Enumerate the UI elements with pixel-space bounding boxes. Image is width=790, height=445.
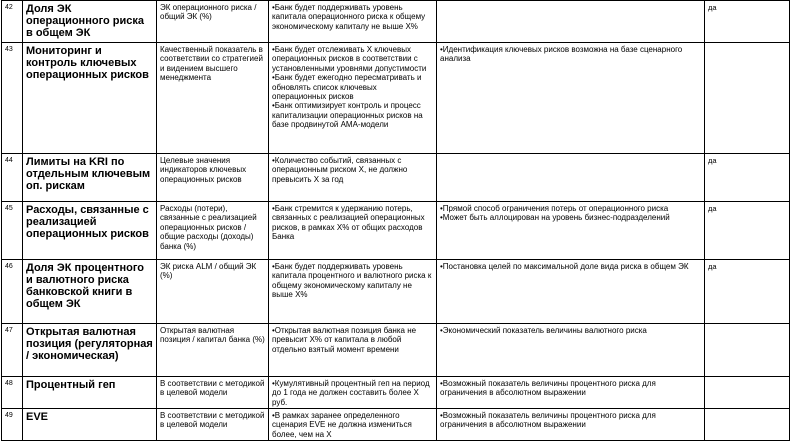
indicator-name: EVE	[23, 409, 157, 441]
indicator-notes	[437, 377, 705, 409]
statement: •Банк оптимизирует контроль и процесс капитализации операционных рисков на базе продвинутой АМА-модели	[272, 101, 423, 130]
indicator-statements	[269, 1, 437, 43]
indicator-name: Лимиты на KRI по отдельным ключевым оп. рискам	[23, 154, 157, 202]
indicator-statements	[269, 154, 437, 202]
table-row	[2, 324, 790, 377]
statement: •Банк будет поддерживать уровень капитала операционного риска к общему экономическому капиталу не выше Х%	[272, 3, 426, 31]
indicator-flag: да	[705, 1, 790, 43]
statement: •Открытая валютная позиция банка не превысит Х% от капитала в любой отдельно взятый момент времени	[272, 326, 417, 354]
indicator-notes	[437, 154, 705, 202]
indicator-flag: да	[705, 260, 790, 324]
note: •Возможный показатель величины процентного риска для ограничения в абсолютном выражении	[440, 379, 656, 398]
table-row	[2, 43, 790, 154]
indicator-metric: Целевые значения индикаторов ключевых операционных рисков	[157, 154, 269, 202]
statement: •В рамках заранее определенного сценария EVE не должна измениться более, чем на Х	[272, 411, 412, 439]
indicator-statements	[269, 377, 437, 409]
note: •Идентификация ключевых рисков возможна на базе сценарного анализа	[440, 45, 683, 64]
indicator-name: Мониторинг и контроль ключевых операционных рисков	[23, 43, 157, 154]
indicator-metric: ЭК риска ALM / общий ЭК (%)	[157, 260, 269, 324]
row-number: 42	[2, 1, 23, 43]
indicator-notes	[437, 202, 705, 260]
row-number: 49	[2, 409, 23, 441]
row-number: 46	[2, 260, 23, 324]
risk-limits-table	[1, 0, 790, 441]
indicator-flag: да	[705, 154, 790, 202]
indicator-metric: ЭК операционного риска / общий ЭК (%)	[157, 1, 269, 43]
indicator-statements	[269, 202, 437, 260]
indicator-notes	[437, 1, 705, 43]
indicator-statements	[269, 43, 437, 154]
table-row	[2, 409, 790, 441]
note: •Постановка целей по максимальной доле вида риска в общем ЭК	[440, 262, 689, 271]
note: •Экономический показатель величины валютного риска	[440, 326, 647, 335]
indicator-flag: да	[705, 202, 790, 260]
indicator-notes	[437, 324, 705, 377]
indicator-metric: В соответствии с методикой в целевой модели	[157, 377, 269, 409]
note: •Возможный показатель величины процентного риска для ограничения в абсолютном выражении	[440, 411, 656, 430]
row-number: 47	[2, 324, 23, 377]
statement: •Банк будет отслеживать Х ключевых операционных рисков в соответствии с установленными уровнями допустимости	[272, 45, 427, 73]
statement: •Количество событий, связанных с операционным риском Х, не должно превысить Х за год	[272, 156, 408, 184]
row-number: 44	[2, 154, 23, 202]
statement: •Кумулятивный процентный геп на период до 1 года не должен составить более Х руб.	[272, 379, 430, 407]
indicator-name: Процентный геп	[23, 377, 157, 409]
indicator-notes	[437, 43, 705, 154]
indicator-flag	[705, 43, 790, 154]
table-row	[2, 202, 790, 260]
indicator-name: Расходы, связанные с реализацией операционных рисков	[23, 202, 157, 260]
indicator-flag	[705, 409, 790, 441]
table-row	[2, 377, 790, 409]
indicator-name: Доля ЭК операционного риска в общем ЭК	[23, 1, 157, 43]
table-row	[2, 1, 790, 43]
row-number: 43	[2, 43, 23, 154]
indicator-metric: Качественный показатель в соответствии со стратегией и видением высшего менеджмента	[157, 43, 269, 154]
indicator-notes	[437, 409, 705, 441]
note: •Может быть аллоцирован на уровень бизнес-подразделений	[440, 213, 670, 223]
indicator-flag	[705, 377, 790, 409]
table-row	[2, 154, 790, 202]
statement: •Банк будет ежегодно пересматривать и обновлять список ключевых операционных рисков	[272, 73, 422, 102]
indicator-statements	[269, 260, 437, 324]
table-row	[2, 260, 790, 324]
row-number: 45	[2, 202, 23, 260]
indicator-metric: Открытая валютная позиция / капитал банка (%)	[157, 324, 269, 377]
indicator-notes	[437, 260, 705, 324]
indicator-name: Открытая валютная позиция (регуляторная / экономическая)	[23, 324, 157, 377]
note: •Прямой способ ограничения потерь от операционного риска	[440, 204, 669, 213]
indicator-flag	[705, 324, 790, 377]
indicator-name: Доля ЭК процентного и валютного риска банковской книги в общем ЭК	[23, 260, 157, 324]
row-number: 48	[2, 377, 23, 409]
indicator-metric: Расходы (потери), связанные с реализацией операционных рисков / общие расходы (доходы) банка (%)	[157, 202, 269, 260]
statement: •Банк будет поддерживать уровень капитала процентного и валютного риска к общему экономическому капиталу не выше Х%	[272, 262, 432, 300]
indicator-statements	[269, 409, 437, 441]
indicator-statements	[269, 324, 437, 377]
indicator-metric: В соответствии с методикой в целевой модели	[157, 409, 269, 441]
statement: •Банк стремится к удержанию потерь, связанных с реализацией операционных рисков, в рамках Х% от общих расходов Банка	[272, 204, 425, 242]
